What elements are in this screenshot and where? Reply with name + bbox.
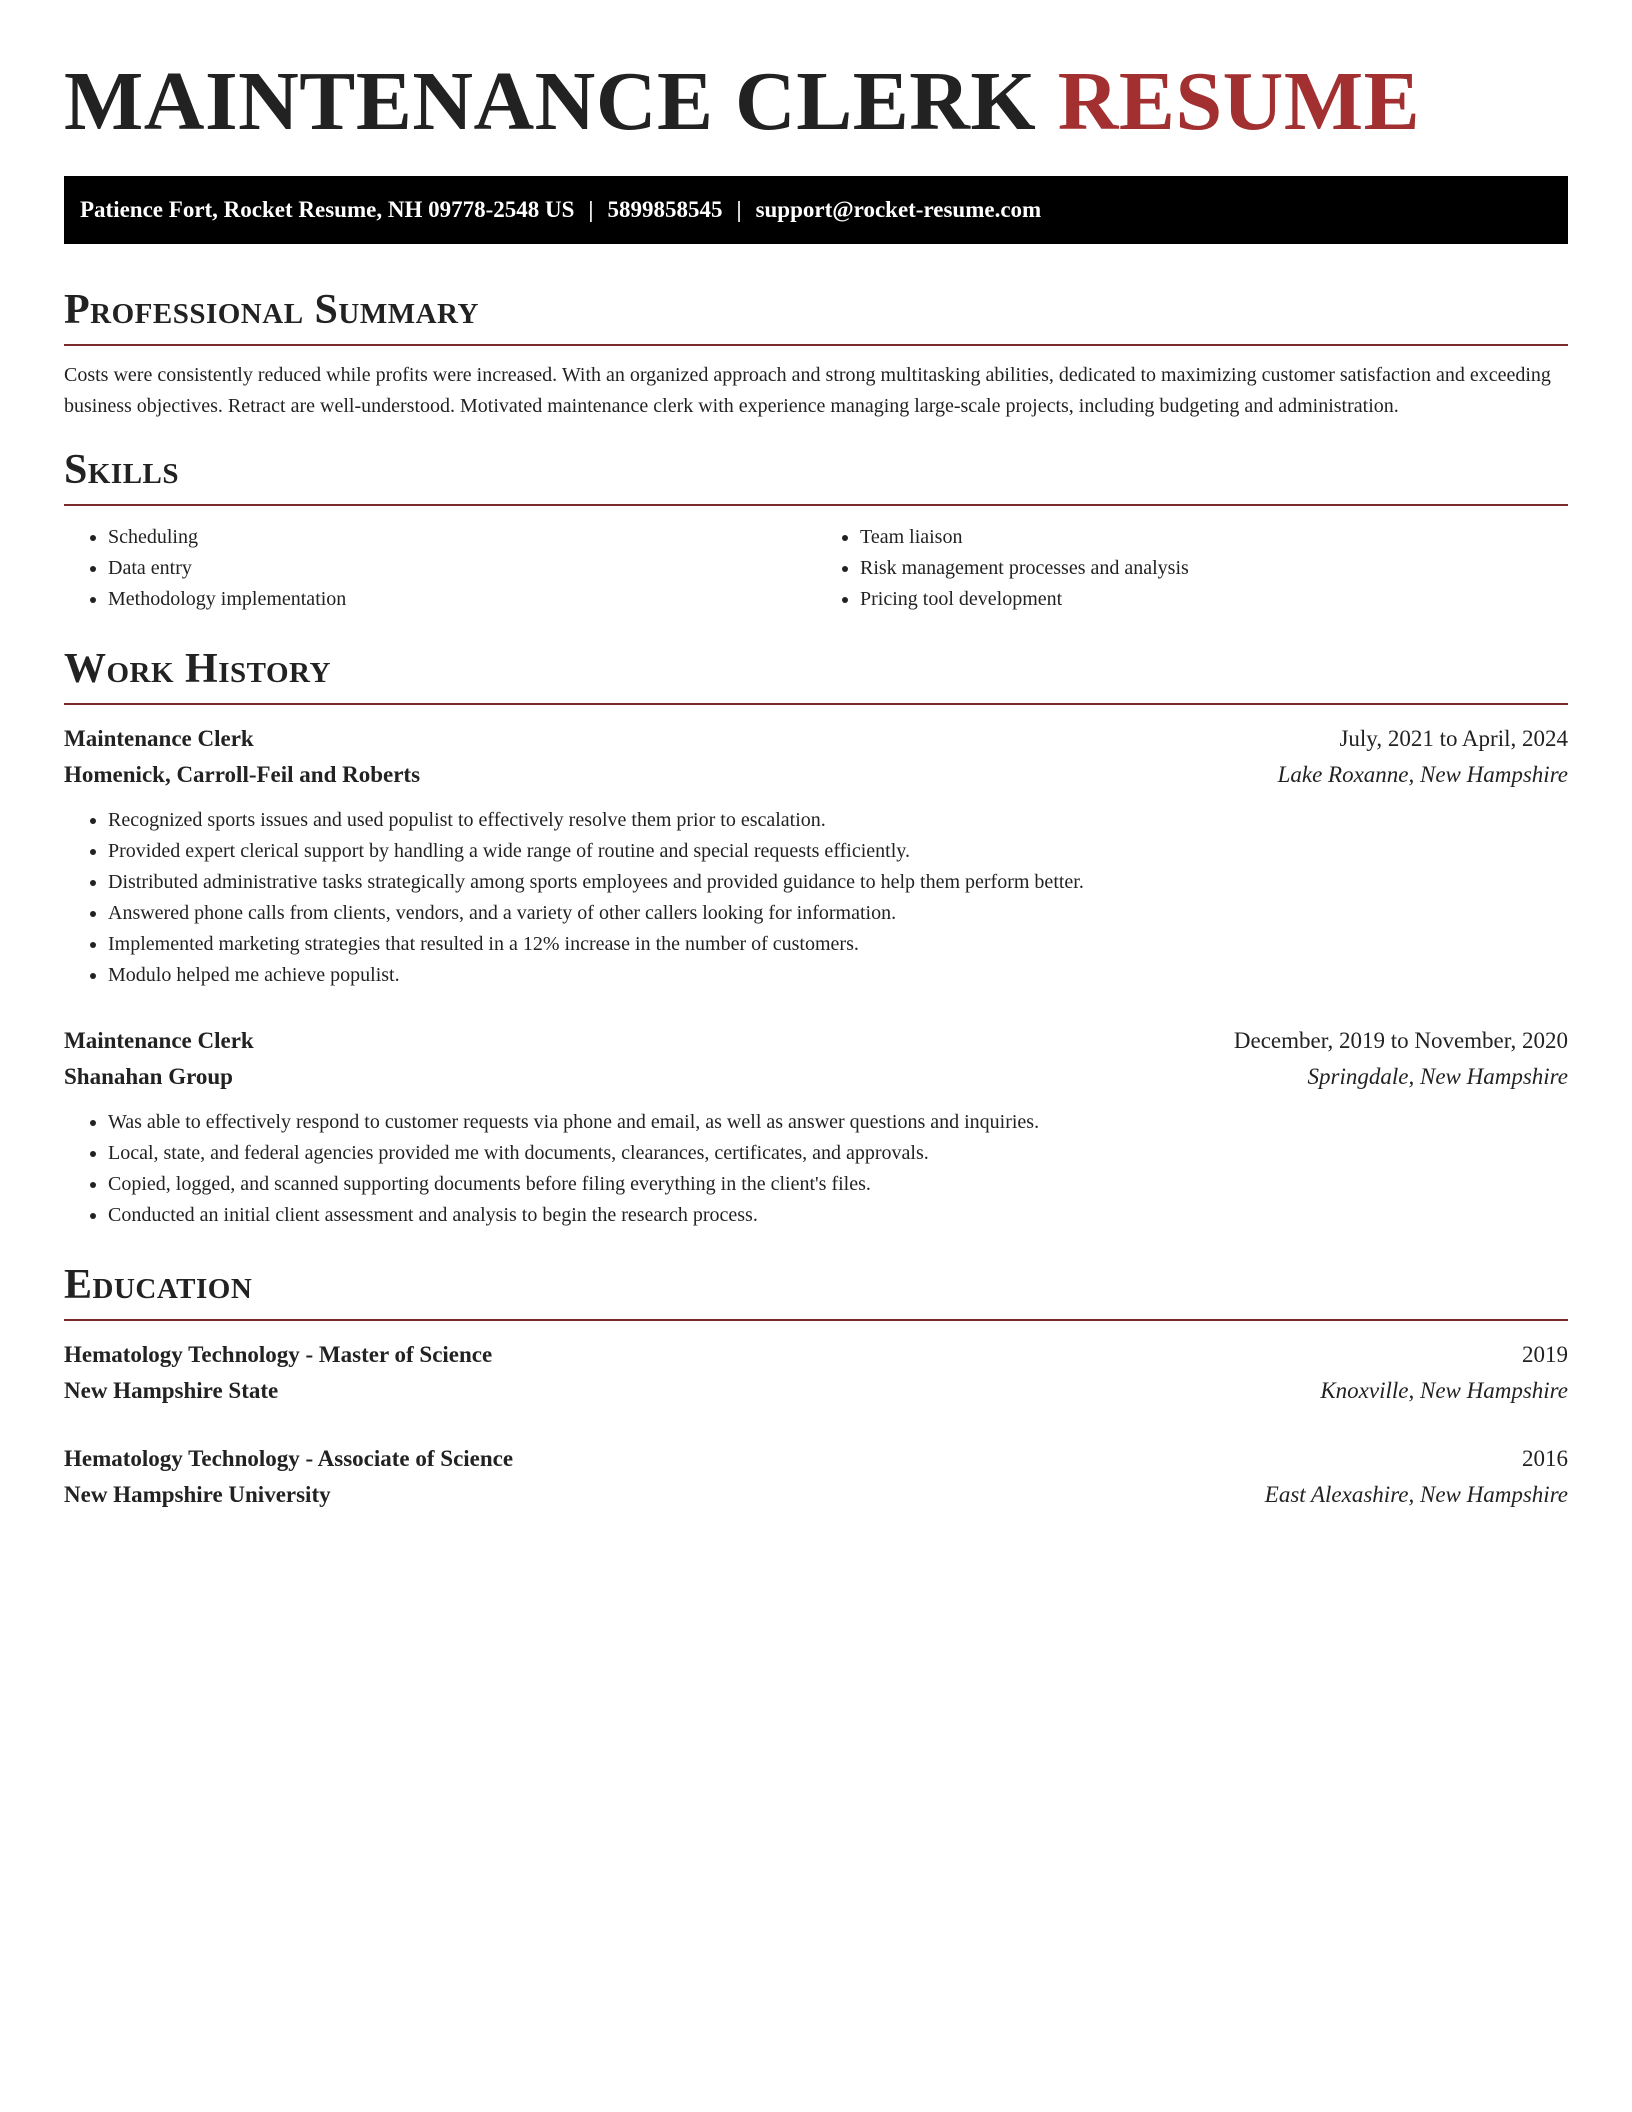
job-bullet: • Conducted an initial client assessment and analysis to begin the research process. [108, 1200, 1568, 1231]
job-bullet: • Was able to effectively respond to customer requests via phone and email, as well as answer questions and inquiries. [108, 1107, 1568, 1138]
education-heading: Education [64, 1259, 1568, 1321]
job-bullets [64, 805, 1568, 991]
skills-column-left [64, 522, 816, 615]
contact-separator: | [588, 197, 594, 222]
job-entry [64, 1023, 1568, 1231]
education-degree-row [64, 1441, 1568, 1477]
job-entry [64, 721, 1568, 991]
skill-item: • Team liaison [860, 522, 1568, 553]
job-bullet: • Recognized sports issues and used populist to effectively resolve them prior to escalation. [108, 805, 1568, 836]
education-year: 2019 [1522, 1342, 1568, 1367]
contact-separator: | [736, 197, 742, 222]
job-location: Lake Roxanne, New Hampshire [1277, 762, 1568, 787]
job-bullet: • Local, state, and federal agencies provided me with documents, clearances, certificates, and approvals. [108, 1138, 1568, 1169]
skills-grid [64, 522, 1568, 615]
job-company: Shanahan Group [64, 1064, 233, 1089]
skills-heading: Skills [64, 444, 1568, 506]
job-title-row [64, 721, 1568, 757]
job-title-row [64, 1023, 1568, 1059]
job-company-row [64, 757, 1568, 793]
education-degree-row [64, 1337, 1568, 1373]
education-location: East Alexashire, New Hampshire [1264, 1482, 1568, 1507]
education-location: Knoxville, New Hampshire [1320, 1378, 1568, 1403]
education-school: New Hampshire University [64, 1482, 331, 1507]
contact-address: Patience Fort, Rocket Resume, NH 09778-2548 US [80, 197, 575, 222]
job-dates: December, 2019 to November, 2020 [1233, 1028, 1568, 1053]
resume-title [64, 0, 1568, 148]
education-school: New Hampshire State [64, 1378, 279, 1403]
job-bullet: • Provided expert clerical support by handling a wide range of routine and special requests efficiently. [108, 836, 1568, 867]
contact-phone: 5899858545 [607, 197, 723, 222]
job-bullet: • Answered phone calls from clients, vendors, and a variety of other callers looking for information. [108, 898, 1568, 929]
skill-item: • Scheduling [108, 522, 816, 553]
resume-page [64, 0, 1568, 1513]
education-degree: Hematology Technology - Master of Science [64, 1342, 493, 1367]
skill-item: • Data entry [108, 553, 816, 584]
education-school-row [64, 1373, 1568, 1409]
education-year: 2016 [1522, 1446, 1568, 1471]
title-main: MAINTENANCE CLERK [64, 55, 1037, 148]
job-company: Homenick, Carroll-Feil and Roberts [64, 762, 421, 787]
job-bullets [64, 1107, 1568, 1231]
summary-heading: Professional Summary [64, 284, 1568, 346]
skills-column-right [816, 522, 1568, 615]
job-dates: July, 2021 to April, 2024 [1339, 726, 1568, 751]
job-company-row [64, 1059, 1568, 1095]
job-bullet: • Modulo helped me achieve populist. [108, 960, 1568, 991]
job-location: Springdale, New Hampshire [1307, 1064, 1568, 1089]
summary-text: Costs were consistently reduced while profits were increased. With an organized approach and strong multitasking abilities, dedicated to maximizing customer satisfaction and exceeding business objectives. Retract are well-understood. Motivated maintenance clerk with experience managing large-scale projects, including budgeting and administration. [64, 364, 1551, 417]
contact-email: support@rocket-resume.com [755, 197, 1042, 222]
job-bullet: • Distributed administrative tasks strategically among sports employees and provided guidance to help them perform better. [108, 867, 1568, 898]
education-entry [64, 1337, 1568, 1409]
job-title: Maintenance Clerk [64, 1028, 254, 1053]
skill-item: • Risk management processes and analysis [860, 553, 1568, 584]
job-title: Maintenance Clerk [64, 726, 254, 751]
education-entry [64, 1441, 1568, 1513]
education-degree: Hematology Technology - Associate of Science [64, 1446, 514, 1471]
contact-bar [64, 176, 1568, 244]
work-history-heading: Work History [64, 643, 1568, 705]
title-accent: RESUME [1057, 55, 1421, 148]
job-bullet: • Copied, logged, and scanned supporting documents before filing everything in the client's files. [108, 1169, 1568, 1200]
skill-item: • Methodology implementation [108, 584, 816, 615]
job-bullet: • Implemented marketing strategies that resulted in a 12% increase in the number of customers. [108, 929, 1568, 960]
skill-item: • Pricing tool development [860, 584, 1568, 615]
education-school-row [64, 1477, 1568, 1513]
